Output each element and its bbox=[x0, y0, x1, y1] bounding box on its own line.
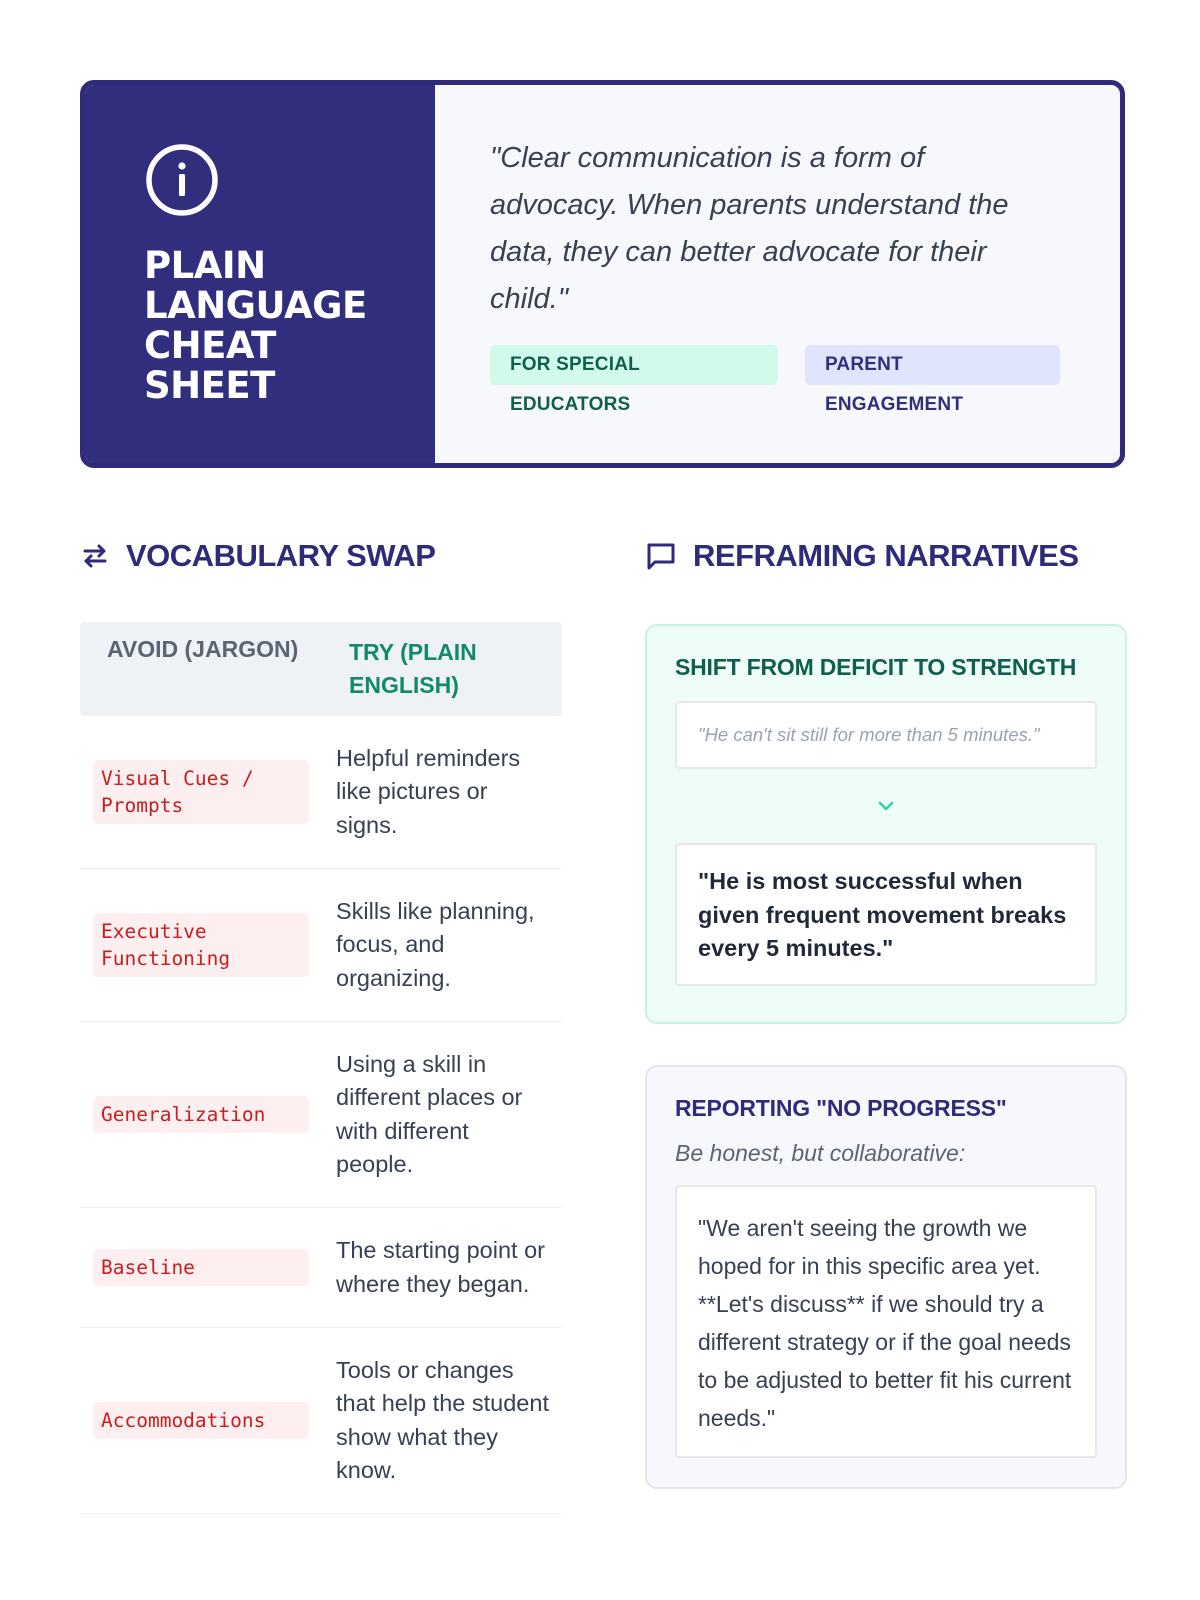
tag-special-educators: FOR SPECIAL EDUCATORS bbox=[490, 345, 778, 385]
table-row bbox=[80, 1328, 562, 1514]
before-statement: "He can't sit still for more than 5 minutes." bbox=[675, 701, 1097, 769]
header-quote: "Clear communication is a form of advocacy. When parents understand the data, they can better advocate for their child." bbox=[490, 142, 1009, 315]
page-title: PLAIN LANGUAGE CHEAT SHEET bbox=[144, 244, 367, 407]
reframing-section-title bbox=[645, 538, 1079, 574]
card-subtitle: Be honest, but collaborative: bbox=[675, 1140, 966, 1166]
table-header bbox=[80, 622, 562, 716]
column-header-try: TRY (PLAIN ENGLISH) bbox=[349, 639, 477, 698]
jargon-term: Visual Cues / Prompts bbox=[93, 760, 309, 824]
column-header-avoid: AVOID (JARGON) bbox=[107, 636, 299, 662]
chevron-down-icon bbox=[877, 800, 895, 812]
info-circle-icon bbox=[144, 142, 220, 218]
after-statement: "He is most successful when given frequent movement breaks every 5 minutes." bbox=[675, 843, 1097, 986]
table-row bbox=[80, 869, 562, 1022]
vocabulary-section-title bbox=[80, 538, 435, 574]
table-row bbox=[80, 1208, 562, 1328]
header-title-panel bbox=[85, 85, 435, 463]
deficit-to-strength-card bbox=[645, 624, 1127, 1024]
plain-term: Using a skill in different places or with different people. bbox=[336, 1050, 523, 1177]
vocabulary-title: VOCABULARY SWAP bbox=[126, 538, 436, 573]
jargon-term: Executive Functioning bbox=[93, 913, 309, 977]
arrow-row bbox=[675, 769, 1097, 843]
plain-term: Skills like planning, focus, and organizing. bbox=[336, 897, 535, 991]
tag-list bbox=[490, 345, 1060, 415]
jargon-term: Baseline bbox=[93, 1249, 309, 1286]
speech-bubble-icon bbox=[645, 540, 677, 572]
swap-arrows-icon bbox=[80, 541, 110, 571]
jargon-term: Accommodations bbox=[93, 1402, 309, 1439]
header-quote-panel bbox=[435, 85, 1120, 463]
tag-parent-engagement: PARENT ENGAGEMENT bbox=[805, 345, 1060, 385]
jargon-term: Generalization bbox=[93, 1096, 309, 1133]
no-progress-card bbox=[645, 1065, 1127, 1489]
table-row bbox=[80, 1022, 562, 1208]
header-card bbox=[80, 80, 1125, 468]
plain-term: Helpful reminders like pictures or signs. bbox=[336, 744, 521, 838]
example-message: "We aren't seeing the growth we hoped for in this specific area yet. **Let's discuss** if we should try a different strategy or if the goal needs to be adjusted to better fit his current needs." bbox=[675, 1185, 1097, 1458]
card-title: REPORTING "NO PROGRESS" bbox=[675, 1095, 1007, 1121]
vocabulary-table bbox=[80, 622, 562, 1514]
plain-term: The starting point or where they began. bbox=[336, 1237, 545, 1297]
table-row bbox=[80, 716, 562, 869]
card-title: SHIFT FROM DEFICIT TO STRENGTH bbox=[675, 654, 1077, 680]
reframing-title: REFRAMING NARRATIVES bbox=[693, 538, 1079, 573]
plain-term: Tools or changes that help the student show what they know. bbox=[336, 1356, 549, 1483]
